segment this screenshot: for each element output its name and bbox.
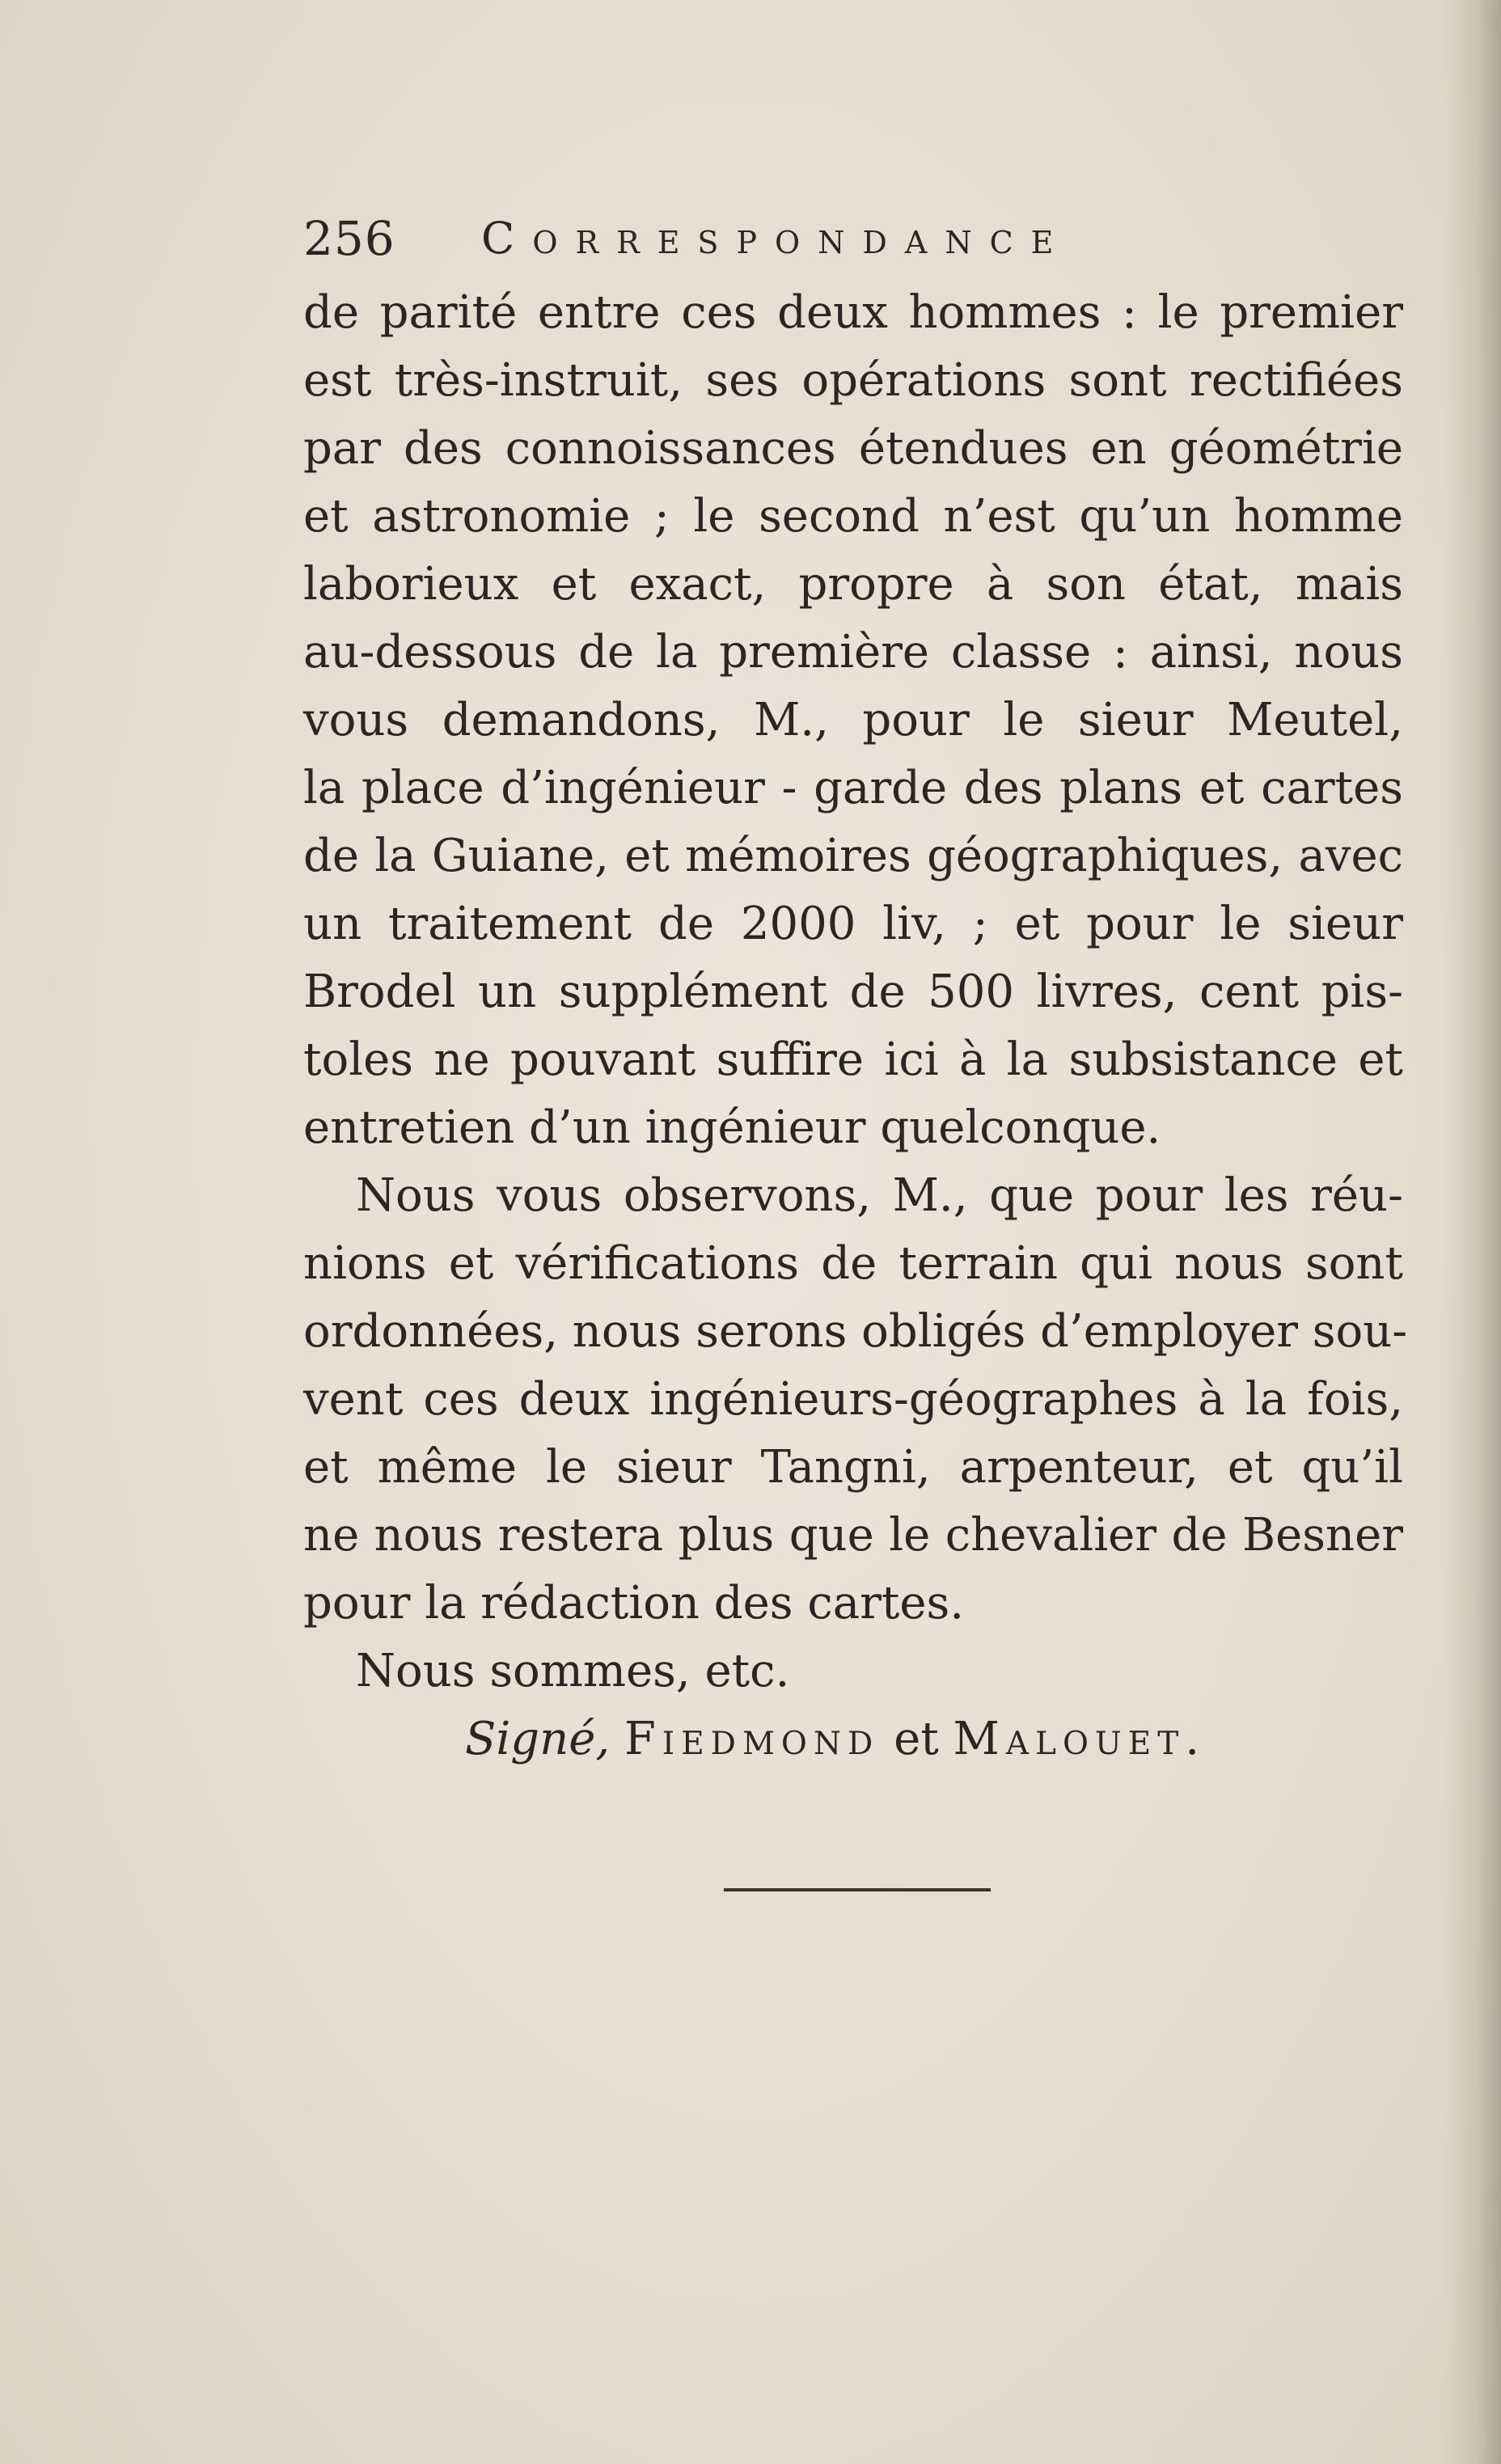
- text-line: par des connoissances étendues en géométrie: [303, 422, 1403, 475]
- running-head: Correspondance: [481, 213, 1072, 264]
- text-line: entretien d’un ingénieur quelconque.: [303, 1101, 1161, 1154]
- closing-line: Nous sommes, etc.: [356, 1645, 790, 1697]
- signature-conjunction: et: [894, 1713, 939, 1765]
- text-line: nions et vérifications de terrain qui nous sont: [303, 1237, 1403, 1290]
- signatory-name-2: Malouet.: [953, 1713, 1207, 1765]
- page-number: 256: [303, 211, 395, 266]
- text-block: [303, 279, 1408, 1773]
- text-line: un traitement de 2000 liv, ; et pour le sieur: [303, 898, 1403, 950]
- signatory-name-1: Fiedmond: [624, 1713, 880, 1765]
- text-line: de parité entre ces deux hommes : le premier: [303, 286, 1403, 339]
- text-line: au-dessous de la première classe : ainsi, nous: [303, 626, 1403, 678]
- text-line: et même le sieur Tangni, arpenteur, et qu’il: [303, 1441, 1403, 1494]
- text-line: de la Guiane, et mémoires géographiques, avec: [303, 830, 1403, 882]
- end-rule: [724, 1888, 991, 1891]
- text-line: Brodel un supplément de 500 livres, cent pis-: [303, 966, 1403, 1018]
- text-line: la place d’ingénieur - garde des plans et cartes: [303, 762, 1403, 814]
- text-line: vent ces deux ingénieurs-géographes à la fois,: [303, 1373, 1403, 1426]
- text-line: toles ne pouvant suffire ici à la subsistance et: [303, 1033, 1403, 1086]
- text-line: laborieux et exact, propre à son état, mais: [303, 558, 1403, 611]
- signed-word: Signé,: [465, 1713, 611, 1765]
- page-edge-shadow: [1444, 0, 1501, 2464]
- text-line: ordonnées, nous serons obligés d’employer sou-: [303, 1305, 1408, 1358]
- text-line: pour la rédaction des cartes.: [303, 1577, 965, 1629]
- text-line: vous demandons, M., pour le sieur Meutel,: [303, 694, 1403, 746]
- text-line: Nous vous observons, M., que pour les réu-: [356, 1169, 1403, 1222]
- page-header: [303, 206, 1274, 271]
- signature-line: [303, 1705, 1403, 1773]
- text-line: est très-instruit, ses opérations sont rectifiées: [303, 354, 1403, 407]
- text-line: et astronomie ; le second n’est qu’un homme: [303, 490, 1403, 543]
- text-line: ne nous restera plus que le chevalier de Besner: [303, 1509, 1403, 1562]
